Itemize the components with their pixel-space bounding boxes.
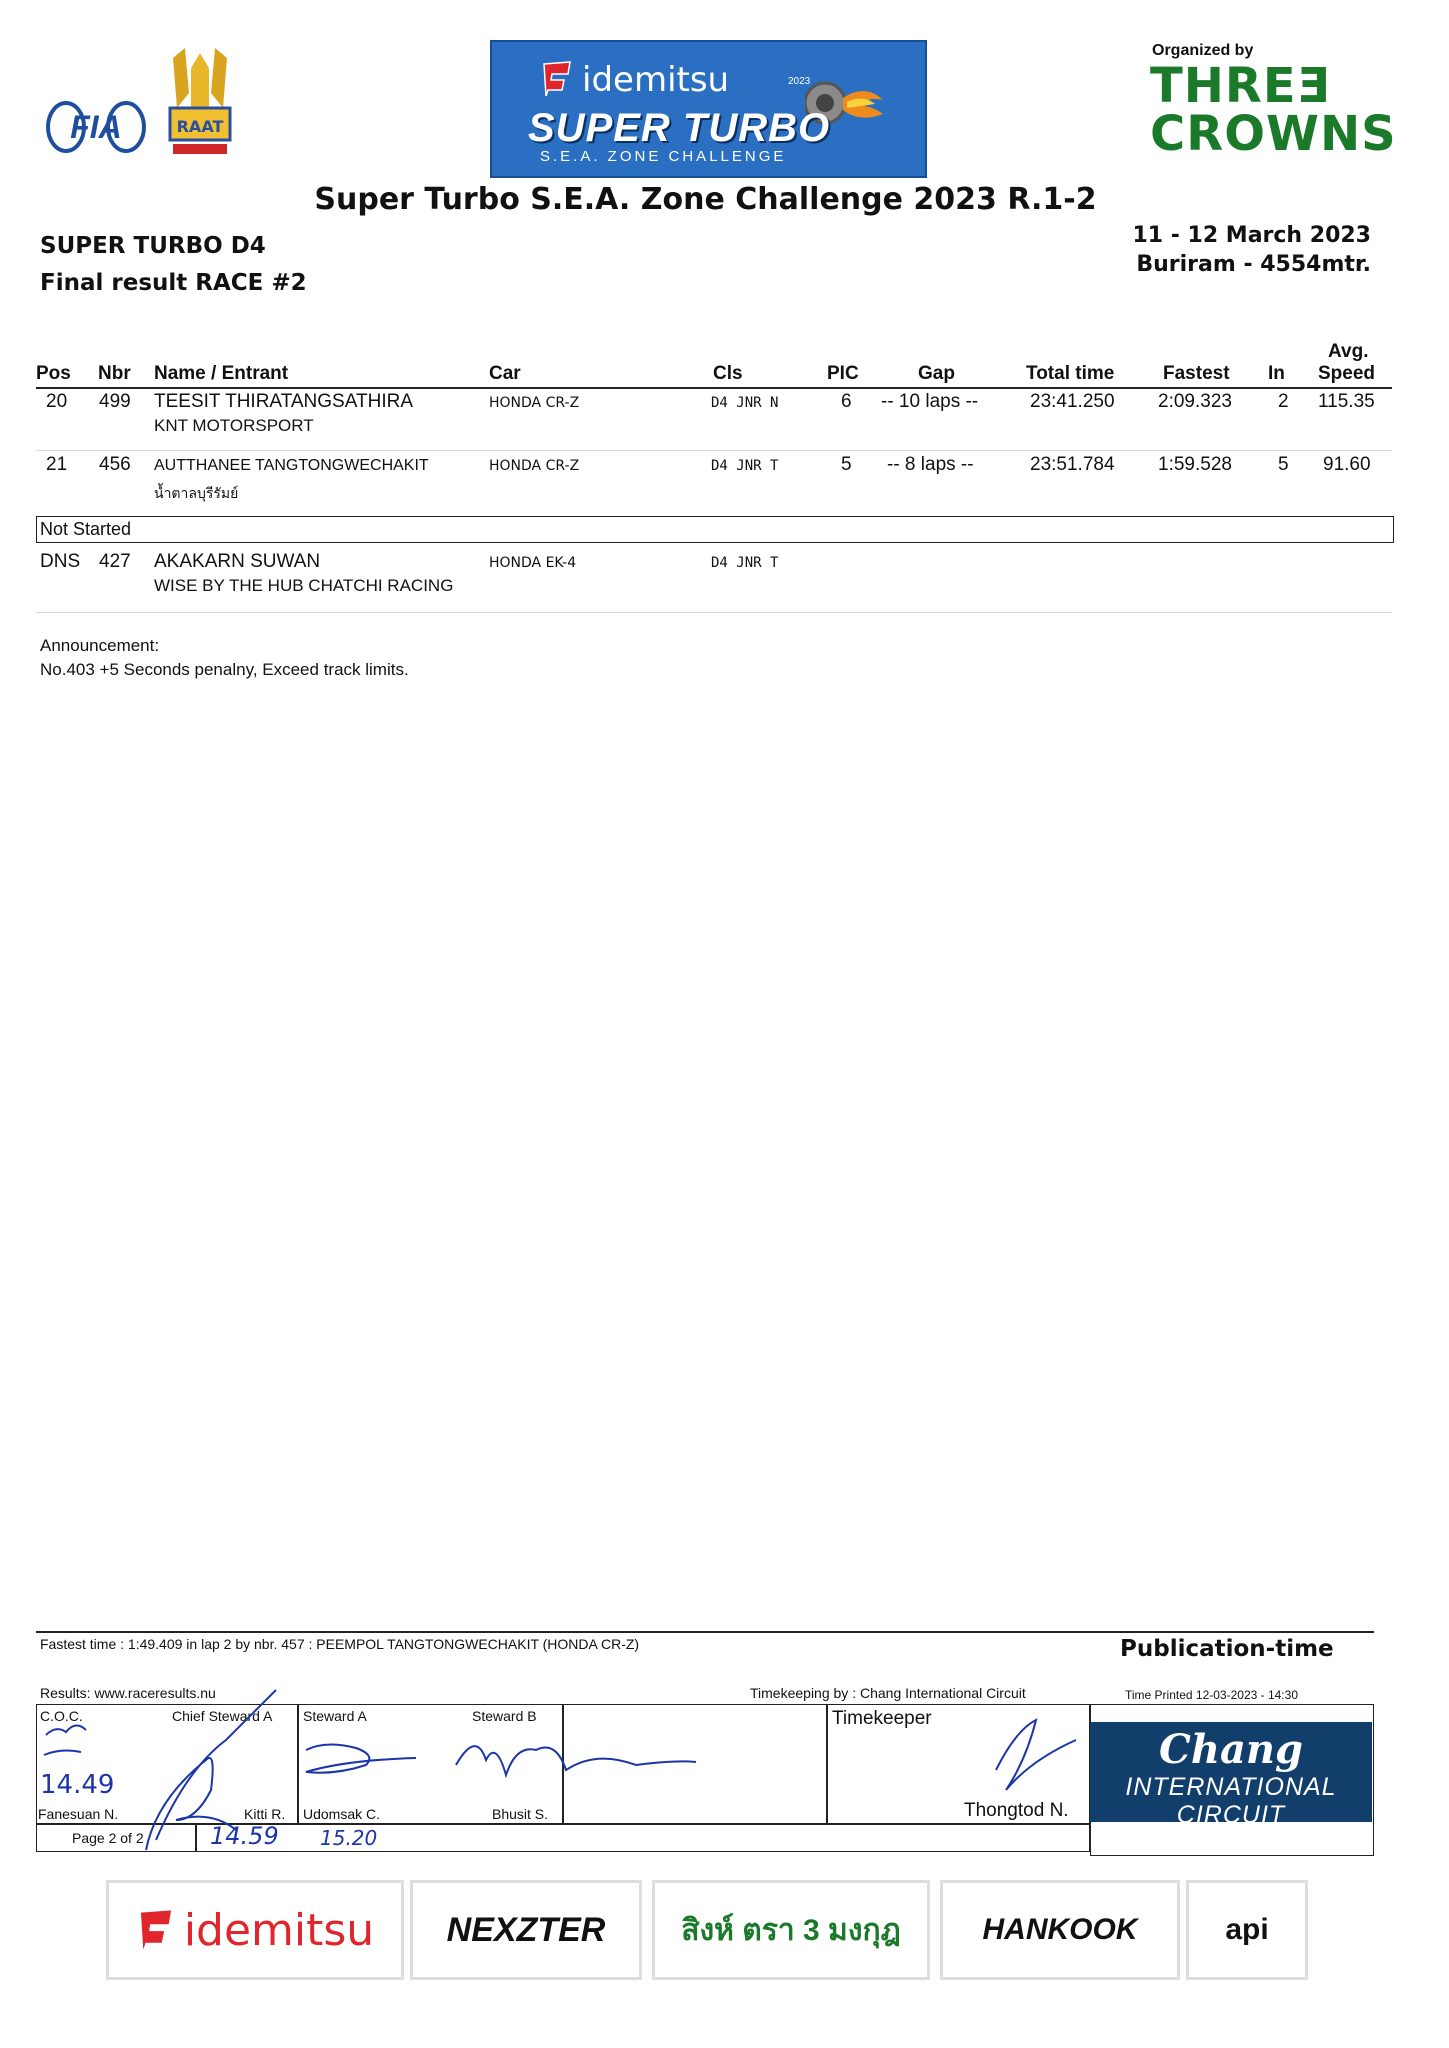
row-cls: D4 JNR T bbox=[711, 555, 779, 571]
sponsor-nexzter bbox=[410, 1880, 642, 1980]
sponsor-label: HANKOOK bbox=[982, 1913, 1138, 1946]
steward-b-label: Steward B bbox=[472, 1708, 537, 1724]
steward-a-signature bbox=[306, 1744, 416, 1772]
banner-series: SUPER TURBO bbox=[528, 106, 831, 150]
table-header-rule bbox=[36, 387, 1392, 389]
row-fastest: 2:09.323 bbox=[1158, 391, 1232, 412]
row-total: 23:41.250 bbox=[1030, 391, 1115, 412]
handwritten-time: 15.20 bbox=[320, 1826, 378, 1850]
event-dates: 11 - 12 March 2023 bbox=[1132, 223, 1371, 248]
row-nbr: 456 bbox=[99, 454, 131, 475]
sponsor-label: สิงห์ ตรา 3 มงกุฎ bbox=[681, 1913, 901, 1947]
banner-year: 2023 bbox=[788, 76, 811, 87]
not-started-section: Not Started bbox=[36, 516, 1394, 543]
publication-time-label: Publication-time bbox=[1120, 1636, 1334, 1662]
col-total: Total time bbox=[1026, 363, 1115, 384]
steward-b-name: Bhusit S. bbox=[492, 1806, 549, 1822]
row-entrant: น้ำตาลบุรีรัมย์ bbox=[154, 485, 239, 501]
time-printed: Time Printed 12-03-2023 - 14:30 bbox=[1125, 1688, 1298, 1702]
event-title: Super Turbo S.E.A. Zone Challenge 2023 R.1-2 bbox=[314, 182, 1097, 217]
row-speed: 115.35 bbox=[1318, 391, 1375, 412]
row-gap: -- 8 laps -- bbox=[887, 454, 974, 475]
footer-rule bbox=[36, 1631, 1116, 1633]
chang-logo-line2: INTERNATIONAL bbox=[1125, 1773, 1337, 1801]
publication-rule bbox=[1090, 1631, 1374, 1633]
row-entrant: KNT MOTORSPORT bbox=[154, 416, 314, 435]
row-nbr: 427 bbox=[99, 551, 131, 572]
row-entrant: WISE BY THE HUB CHATCHI RACING bbox=[154, 576, 454, 595]
timekeeper-name: Thongtod N. bbox=[964, 1800, 1069, 1821]
timekeeping-by: Timekeeping by : Chang International Circuit bbox=[750, 1685, 1026, 1701]
class-name: SUPER TURBO D4 bbox=[40, 233, 266, 259]
sponsor-three-crowns bbox=[652, 1880, 930, 1980]
chief-steward-name: Kitti R. bbox=[244, 1806, 286, 1822]
page-number: Page 2 of 2 bbox=[72, 1830, 144, 1846]
idemitsu-flag-icon bbox=[136, 1908, 176, 1952]
rast-logo-text: RAAT bbox=[176, 117, 224, 136]
rast-logo bbox=[165, 48, 235, 158]
signatures bbox=[36, 1680, 1096, 1860]
row-cls: D4 JNR T bbox=[711, 458, 779, 474]
fia-logo bbox=[46, 96, 146, 158]
event-info bbox=[1132, 221, 1371, 279]
col-speed: Speed bbox=[1318, 363, 1376, 384]
sponsor-hankook bbox=[940, 1880, 1180, 1980]
row-in: 2 bbox=[1278, 391, 1289, 412]
row-driver: TEESIT THIRATANGSATHIRA bbox=[154, 391, 413, 412]
row-pic: 5 bbox=[841, 454, 852, 475]
announcement-label: Announcement: bbox=[40, 636, 160, 655]
sponsor-label: NEXZTER bbox=[446, 1910, 606, 1949]
row-speed: 91.60 bbox=[1323, 454, 1371, 475]
chief-steward-label: Chief Steward A bbox=[172, 1708, 273, 1724]
chang-logo-line3: CIRCUIT bbox=[1176, 1801, 1286, 1829]
sponsor-api bbox=[1186, 1880, 1308, 1980]
col-nbr: Nbr bbox=[98, 363, 131, 384]
event-banner bbox=[490, 40, 927, 178]
announcement-text: No.403 +5 Seconds penalny, Exceed track limits. bbox=[40, 660, 409, 679]
steward-b-signature bbox=[456, 1746, 696, 1775]
banner-brand: idemitsu bbox=[582, 60, 730, 100]
row-nbr: 499 bbox=[99, 391, 131, 412]
row-car: HONDA CR-Z bbox=[489, 458, 580, 474]
organizer-logo bbox=[1150, 58, 1397, 162]
coc-signature bbox=[44, 1690, 276, 1840]
organizer-line1: THREƎ bbox=[1150, 58, 1331, 114]
row-pos: 21 bbox=[46, 454, 68, 475]
col-pos: Pos bbox=[36, 363, 71, 384]
col-cls: Cls bbox=[713, 363, 743, 384]
coc-name: Fanesuan N. bbox=[38, 1806, 119, 1822]
chang-circuit-logo bbox=[1090, 1722, 1372, 1829]
idemitsu-flag-icon bbox=[542, 60, 572, 98]
chang-logo-name: Chang bbox=[1159, 1726, 1303, 1773]
row-driver: AUTTHANEE TANGTONGWECHAKIT bbox=[154, 457, 429, 474]
fastest-time: Fastest time : 1:49.409 in lap 2 by nbr. 457 : PEEMPOL TANGTONGWECHAKIT (HONDA CR-Z) bbox=[40, 1636, 640, 1652]
results-url: Results: www.raceresults.nu bbox=[40, 1685, 216, 1701]
row-car: HONDA EK-4 bbox=[489, 555, 577, 571]
steward-a-label: Steward A bbox=[303, 1708, 367, 1724]
handwritten-time: 14.59 bbox=[210, 1822, 279, 1850]
handwritten-time: 14.49 bbox=[40, 1770, 115, 1800]
row-gap: -- 10 laps -- bbox=[881, 391, 979, 412]
row-driver: AKAKARN SUWAN bbox=[154, 551, 321, 572]
steward-a-name: Udomsak C. bbox=[303, 1806, 381, 1822]
class-heading bbox=[40, 228, 307, 302]
col-gap: Gap bbox=[918, 363, 955, 384]
row-cls: D4 JNR N bbox=[711, 395, 779, 411]
col-pic: PIC bbox=[827, 363, 859, 384]
row-fastest: 1:59.528 bbox=[1158, 454, 1232, 475]
row-pic: 6 bbox=[841, 391, 852, 412]
coc-label: C.O.C. bbox=[40, 1708, 83, 1724]
fia-logo-text: FIA bbox=[70, 109, 122, 145]
result-title: Final result RACE #2 bbox=[40, 270, 307, 296]
col-name: Name / Entrant bbox=[154, 363, 289, 384]
row-pos: 20 bbox=[46, 391, 68, 412]
announcement bbox=[40, 634, 409, 682]
row-divider bbox=[36, 450, 1392, 451]
col-fastest: Fastest bbox=[1163, 363, 1230, 384]
col-avg: Avg. bbox=[1328, 341, 1369, 362]
row-in: 5 bbox=[1278, 454, 1289, 475]
timekeeper-signature bbox=[996, 1720, 1076, 1790]
sponsor-label: idemitsu bbox=[183, 1904, 375, 1956]
col-car: Car bbox=[489, 363, 521, 384]
col-in: In bbox=[1268, 363, 1285, 384]
sponsor-label: api bbox=[1225, 1913, 1269, 1946]
sponsor-idemitsu bbox=[106, 1880, 404, 1980]
row-divider bbox=[36, 612, 1392, 613]
banner-subtitle: S.E.A. ZONE CHALLENGE bbox=[540, 148, 787, 165]
organizer-label: Organized by bbox=[1152, 42, 1254, 59]
event-venue: Buriram - 4554mtr. bbox=[1136, 252, 1371, 277]
timekeeper-label: Timekeeper bbox=[832, 1708, 932, 1729]
chief-steward-signature bbox=[146, 1758, 236, 1850]
row-car: HONDA CR-Z bbox=[489, 395, 580, 411]
row-total: 23:51.784 bbox=[1030, 454, 1115, 475]
row-pos: DNS bbox=[40, 551, 81, 572]
organizer-line2: CROWNS bbox=[1150, 106, 1397, 162]
